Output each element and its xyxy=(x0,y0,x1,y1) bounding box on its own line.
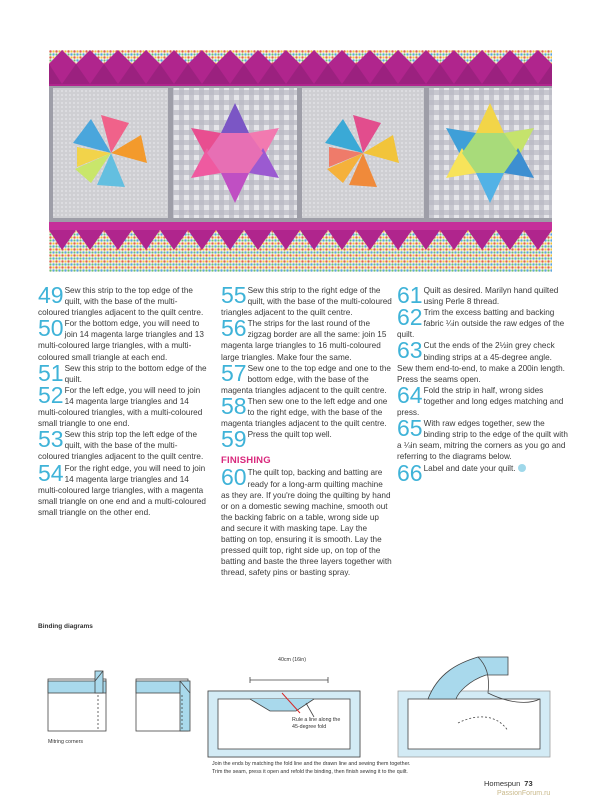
step-62 xyxy=(397,304,569,340)
step-text: The quilt top, backing and batting are ready for a long-arm quilting machine as they are. If you're doing the quilting by hand or on a domestic sewing machine, smooth out the backing fabric on a table, wrong side up and secure it with masking tape. Lay the batting on top, ensuring it is smooth. Lay the pressed quilt top, right side up, on top of the batting and baste the three layers together with thread, safety pins or basting spray. xyxy=(221,468,392,578)
step-58 xyxy=(221,392,393,429)
step-50 xyxy=(38,315,208,362)
step-number: 55 xyxy=(221,282,247,308)
step-text: Cut the ends of the 2½in grey check binding strips at a 45-degree angle. Sew them end-to-end, to make a 200in length. Press the seams open. xyxy=(397,341,565,384)
step-59 xyxy=(221,426,393,453)
step-number: 53 xyxy=(38,426,64,453)
step-text: Fold the strip in half, wrong sides together and long edges matching and press. xyxy=(397,385,564,418)
column-1 xyxy=(38,282,208,518)
step-number: 62 xyxy=(397,304,423,331)
step-53 xyxy=(38,426,208,462)
step-number: 63 xyxy=(397,337,423,364)
page-number: 73 xyxy=(524,779,533,788)
end-mark-icon xyxy=(518,464,526,472)
step-63 xyxy=(397,337,569,384)
step-60 xyxy=(221,464,393,578)
step-text: With raw edges together, sew the binding strip to the edge of the quilt with a ¼in seam, mitring the corners as you go and referring to the diagrams below. xyxy=(397,419,568,462)
step-text: Quilt as desired. Marilyn hand quilted using Perle 8 thread. xyxy=(423,286,559,307)
step-57 xyxy=(221,359,393,396)
magazine-name: Homespun xyxy=(484,779,521,788)
finishing-heading: FINISHING xyxy=(221,455,271,467)
step-55 xyxy=(221,282,393,318)
step-number: 66 xyxy=(397,459,423,486)
step-text: For the bottom edge, you will need to join 14 magenta large triangles and 13 multi-coloured large triangles, with a multi-coloured small triangle at each end. xyxy=(38,319,204,362)
step-text: Trim the excess batting and backing fabric ¼in outside the raw edges of the quilt. xyxy=(397,308,565,340)
step-text: Then sew one to the left edge and one to the right edge, with the base of the magenta triangles adjacent to the quilt centre. xyxy=(221,396,388,429)
step-66 xyxy=(397,459,569,486)
step-text: Sew this strip top the left edge of the quilt, with the base of the multi-coloured triangles adjacent to the quilt centre. xyxy=(38,430,204,462)
watermark: PassionForum.ru xyxy=(497,790,551,797)
column-3 xyxy=(397,282,569,486)
step-54 xyxy=(38,459,208,518)
step-text: The strips for the last round of the zigzag border are all the same: join 15 magenta large triangles to 16 multi-coloured large triangles. Make four the same. xyxy=(221,319,387,362)
rule-label-2: 45-degree fold xyxy=(292,724,327,730)
step-49 xyxy=(38,282,208,318)
step-number: 64 xyxy=(397,381,423,408)
step-64 xyxy=(397,381,569,418)
step-52 xyxy=(38,381,208,429)
join-caption-2: Trim the seam, press it open and refold the binding, then finish sewing it to the quilt. xyxy=(212,769,408,775)
join-caption-1: Join the ends by matching the fold line and the drawn line and sewing them together. xyxy=(212,761,411,767)
step-text: Sew one to the top edge and one to the bottom edge, with the base of the magenta triangles adjacent to the quilt centre. xyxy=(221,363,391,395)
step-number: 49 xyxy=(38,282,64,308)
step-number: 57 xyxy=(221,359,247,386)
page-footer xyxy=(484,779,533,788)
step-number: 50 xyxy=(38,315,64,342)
step-number: 60 xyxy=(221,464,247,491)
diagrams-title: Binding diagrams xyxy=(38,623,93,630)
step-text: Sew this strip to the bottom edge of the quilt. xyxy=(64,363,207,384)
binding-diagrams xyxy=(38,633,558,785)
step-61 xyxy=(397,282,569,308)
step-text: For the left edge, you will need to join 14 magenta large triangles and 14 multi-coloured triangles, with a multi-coloured small triangle to one end. xyxy=(38,385,203,429)
rule-label-1: Rule a line along the xyxy=(292,717,341,723)
step-65 xyxy=(397,415,569,462)
column-2 xyxy=(221,282,393,578)
step-56 xyxy=(221,315,393,362)
step-number: 52 xyxy=(38,381,64,408)
step-text: Press the quilt top well. xyxy=(247,430,332,440)
step-number: 58 xyxy=(221,392,247,419)
step-number: 51 xyxy=(38,359,64,386)
step-text: For the right edge, you will need to join 14 magenta large triangles and 14 multi-coloured large triangles, with a magenta small triangle on one end and a multi-coloured small triangle on the other end. xyxy=(38,463,206,517)
mitring-caption: Mitring corners xyxy=(48,739,84,745)
step-number: 59 xyxy=(221,426,247,453)
step-number: 54 xyxy=(38,459,64,486)
step-text: Sew this strip to the right edge of the quilt, with the base of the multi-coloured triangles adjacent to the quilt centre. xyxy=(221,286,392,318)
step-number: 61 xyxy=(397,282,423,308)
step-number: 56 xyxy=(221,315,247,342)
step-number: 65 xyxy=(397,415,423,442)
measure-label: 40cm (16in) xyxy=(278,657,306,663)
quilt-photo xyxy=(49,50,552,272)
step-text: Sew this strip to the top edge of the quilt, with the base of the multi-coloured triangles adjacent to the quilt centre. xyxy=(38,286,204,318)
step-text: Label and date your quilt. xyxy=(423,463,516,473)
